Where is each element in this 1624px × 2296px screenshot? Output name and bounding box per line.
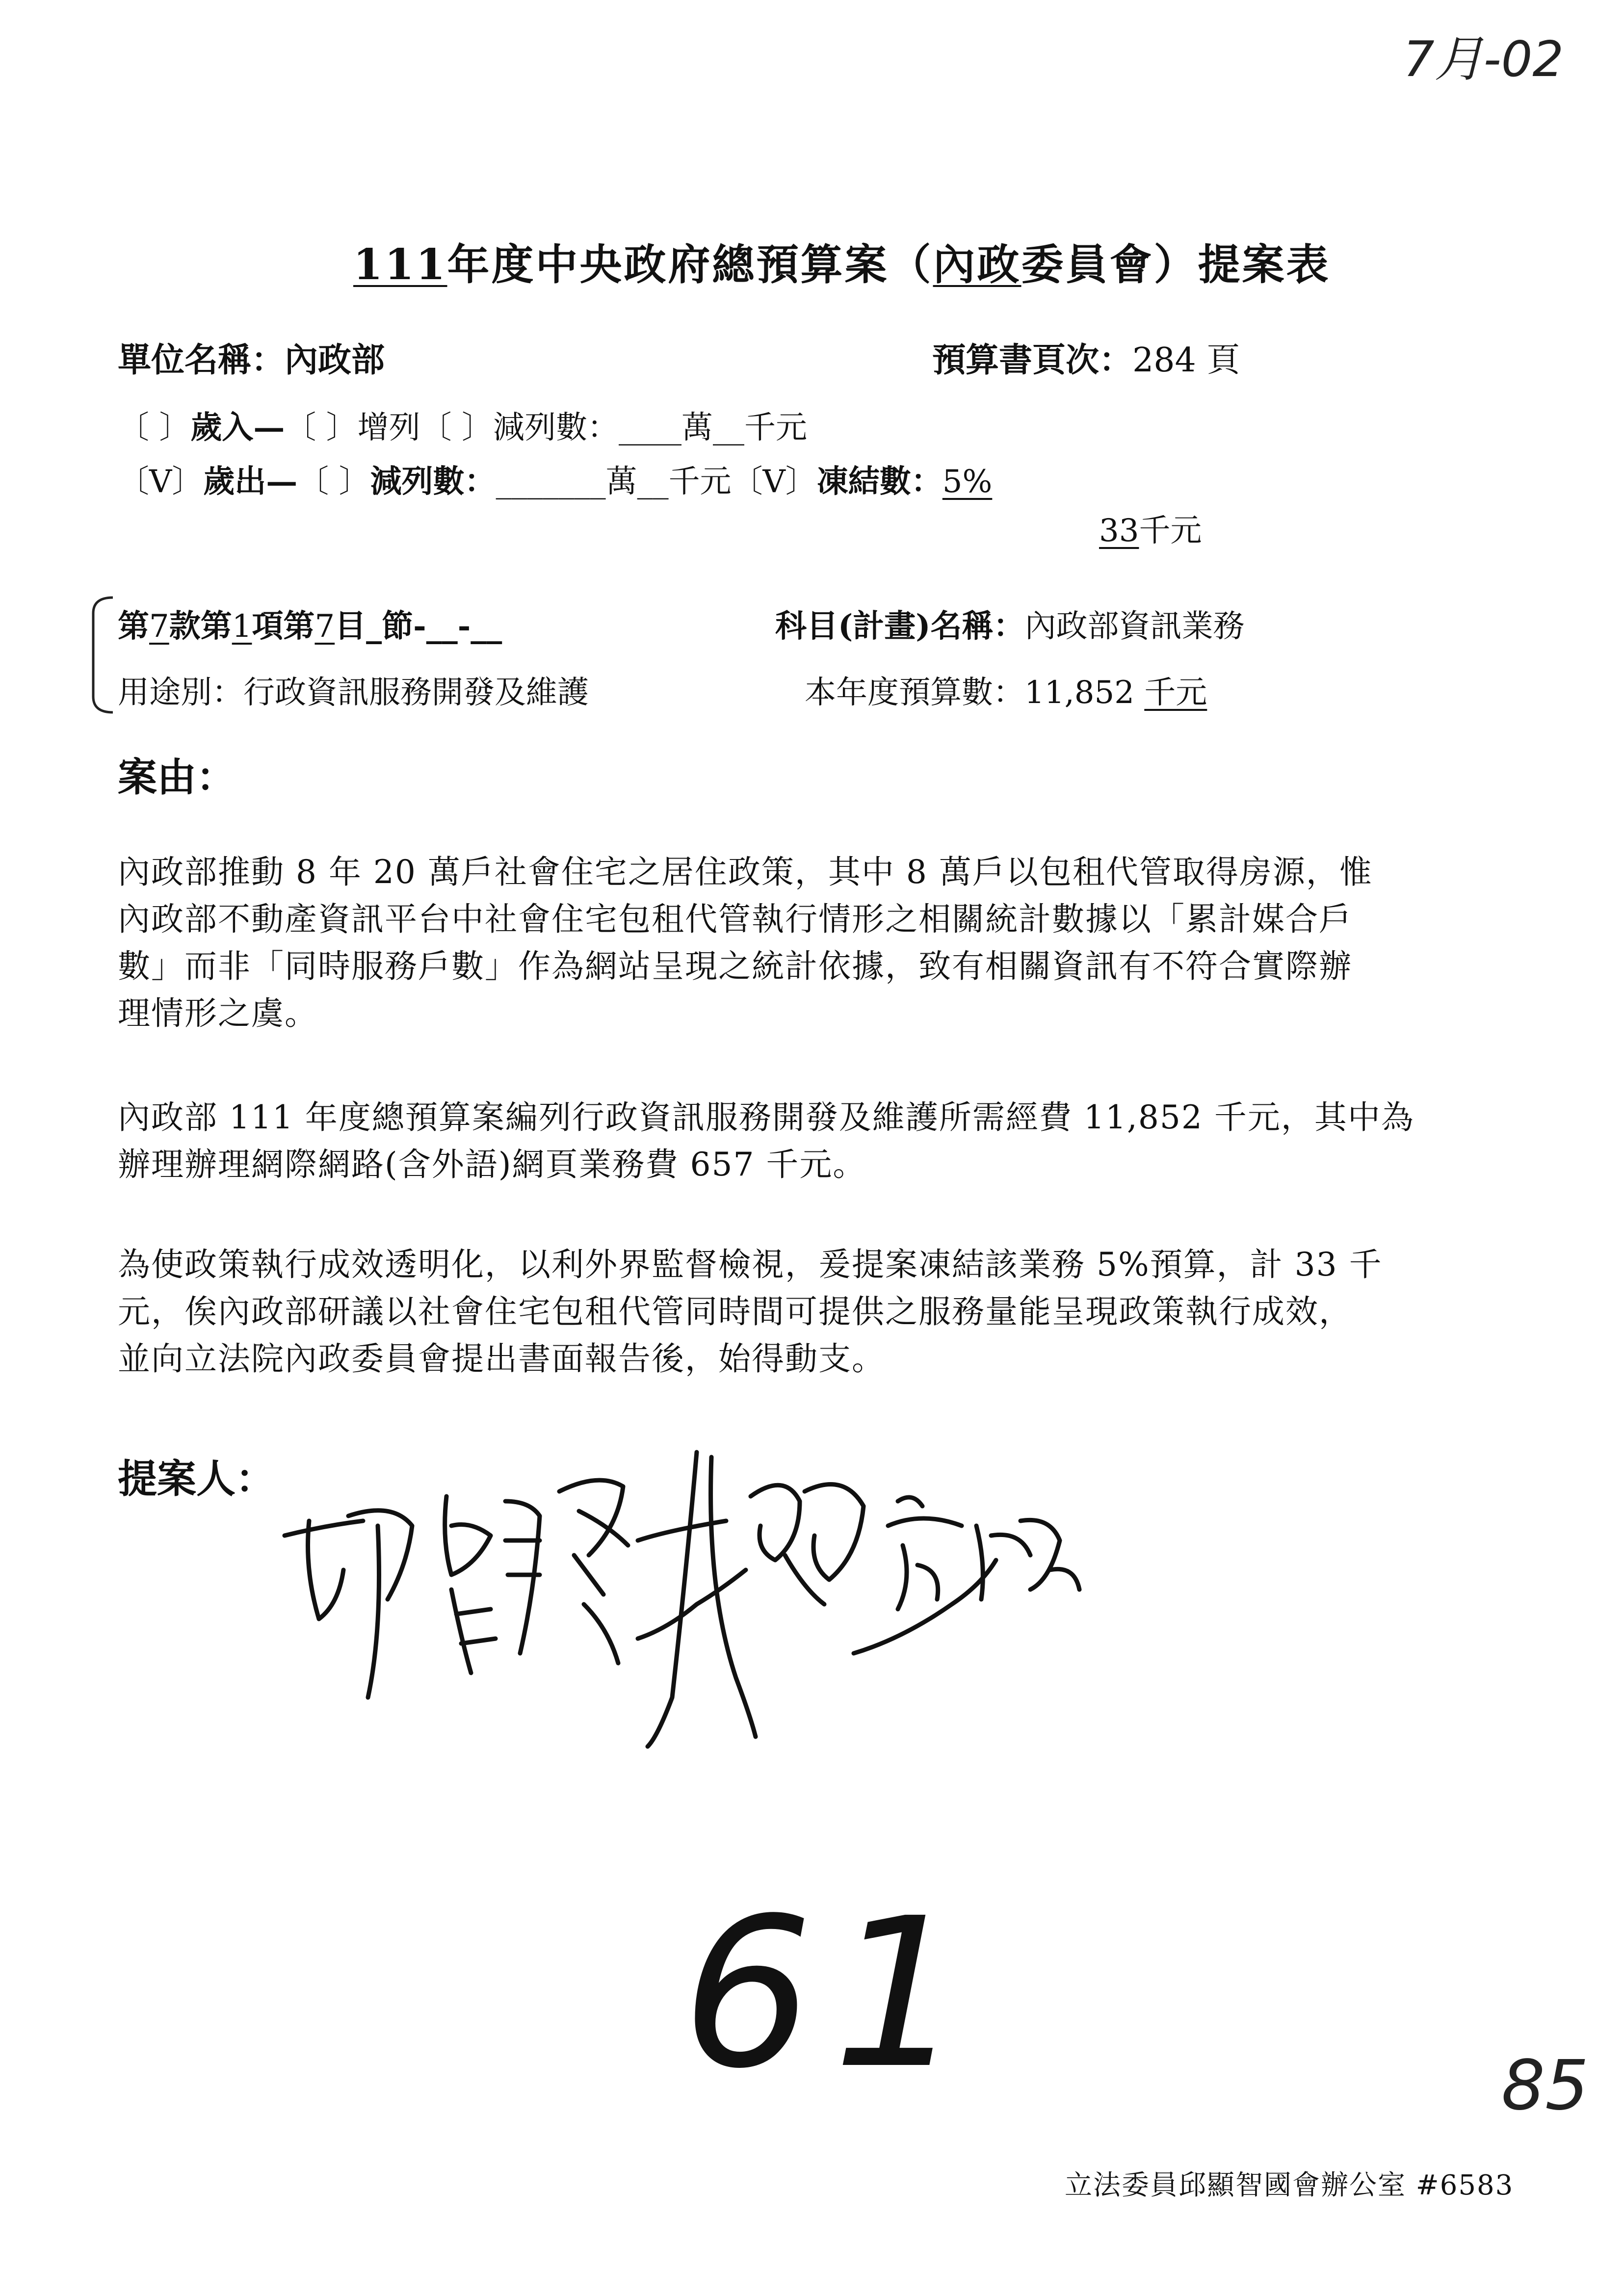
revenue-blank-wan: ____ (619, 410, 682, 446)
item-xiang: 1 (232, 608, 252, 645)
item-xiang-suffix: 項第 (252, 608, 315, 645)
title-committee: 內政 (933, 240, 1022, 289)
expense-blank-qian: __ (637, 464, 669, 500)
reason-heading: 案由： (118, 754, 236, 800)
unit-value: 內政部 (285, 340, 385, 380)
item-mu-suffix: 目_節-__-__ (335, 608, 502, 645)
paragraph-line: 元，俟內政部研議以社會住宅包租代管同時間可提供之服務量能呈現政策執行成效， (118, 1293, 1352, 1331)
proposer-label: 提案人： (118, 1456, 275, 1502)
subject-row (775, 601, 1245, 646)
paragraph-line: 辦理辦理網際網路(含外語)網頁業務費 657 千元。 (118, 1146, 866, 1183)
paragraph-1 (118, 849, 1541, 1037)
subject-value: 內政部資訊業務 (1024, 608, 1245, 645)
usage-label: 用途別： (118, 675, 243, 711)
title-part2: 委員會）提案表 (1021, 240, 1331, 289)
expense-wan: 萬 (605, 464, 637, 500)
budget-value: 11,852 (1024, 675, 1134, 711)
freeze-amount: 33 (1099, 513, 1139, 549)
unit-name-row (118, 334, 385, 381)
revenue-label: 歲入— (190, 409, 285, 446)
freeze-amount-row (1099, 505, 1202, 550)
paragraph-line: 內政部推動 8 年 20 萬戶社會住宅之居住政策，其中 8 萬戶以包租代管取得房源，惟 (118, 853, 1373, 891)
paragraph-2 (118, 1094, 1541, 1188)
paragraph-line: 內政部不動產資訊平台中社會住宅包租代管執行情形之相關統計數據以「累計媒合戶 (118, 900, 1352, 938)
title-year: 111 (353, 240, 447, 289)
title-part1: 年度中央政府總預算案（ (447, 240, 933, 289)
revenue-blank-qian: __ (713, 410, 745, 446)
usage-row (118, 667, 589, 712)
item-row (118, 601, 502, 646)
corner-date-mark: 7月-02 (1403, 30, 1564, 88)
expense-cut-checkbox: 〔 〕 (297, 464, 370, 500)
expense-checkbox: 〔V〕 (118, 464, 204, 500)
revenue-checkbox: 〔 〕 (118, 410, 191, 446)
budget-row (805, 667, 1207, 712)
freeze-label: 凍結數： (816, 463, 943, 500)
item-mu: 7 (314, 608, 335, 645)
freeze-checkbox: 〔V〕 (731, 464, 817, 500)
page-value: 284 頁 (1132, 341, 1240, 380)
usage-value: 行政資訊服務開發及維護 (243, 675, 589, 711)
signature (265, 1442, 1197, 1756)
expense-cut-label: 減列數： (370, 463, 496, 500)
corner-initials: 85 (1501, 2046, 1589, 2126)
expense-qian: 千元 (668, 464, 732, 500)
item-kuan: 7 (149, 608, 169, 645)
expense-row (118, 456, 992, 501)
freeze-percent: 5% (942, 464, 993, 500)
paragraph-line: 為使政策執行成效透明化，以利外界監督檢視，爰提案凍結該業務 5%預算，計 33 千 (118, 1246, 1383, 1283)
item-kuan-suffix: 款第 (169, 608, 232, 645)
paragraph-line: 內政部 111 年度總預算案編列行政資訊服務開發及維護所需經費 11,852 千元，其中為 (118, 1098, 1414, 1136)
paragraph-3 (118, 1241, 1541, 1383)
budget-label: 本年度預算數： (805, 675, 1024, 711)
revenue-row (118, 402, 807, 447)
page-label: 預算書頁次： (932, 340, 1133, 380)
paragraph-line: 理情形之虞。 (118, 994, 318, 1032)
subject-label: 科目(計畫)名稱： (775, 608, 1025, 645)
paragraph-line: 數」而非「同時服務戶數」作為網站呈現之統計依據，致有相關資訊有不符合實際辦 (118, 947, 1352, 985)
paragraph-line: 並向立法院內政委員會提出書面報告後，始得動支。 (118, 1340, 885, 1378)
revenue-wan: 萬 (681, 410, 713, 446)
expense-blank-wan: _______ (496, 464, 606, 500)
expense-label: 歲出— (203, 463, 298, 500)
budget-unit: 千元 (1144, 675, 1207, 711)
footer-office: 立法委員邱顯智國會辦公室 #6583 (1065, 2169, 1514, 2201)
page-title (353, 231, 1331, 291)
item-brace (88, 594, 118, 716)
unit-label: 單位名稱： (118, 340, 285, 380)
item-prefix: 第 (118, 608, 149, 645)
budget-page-row (932, 334, 1240, 381)
revenue-qian: 千元 (744, 410, 808, 446)
handwritten-page-number: 61 (682, 1874, 984, 2114)
revenue-text: 〔 〕增列〔 〕減列數： (285, 410, 619, 446)
freeze-unit: 千元 (1139, 513, 1202, 549)
